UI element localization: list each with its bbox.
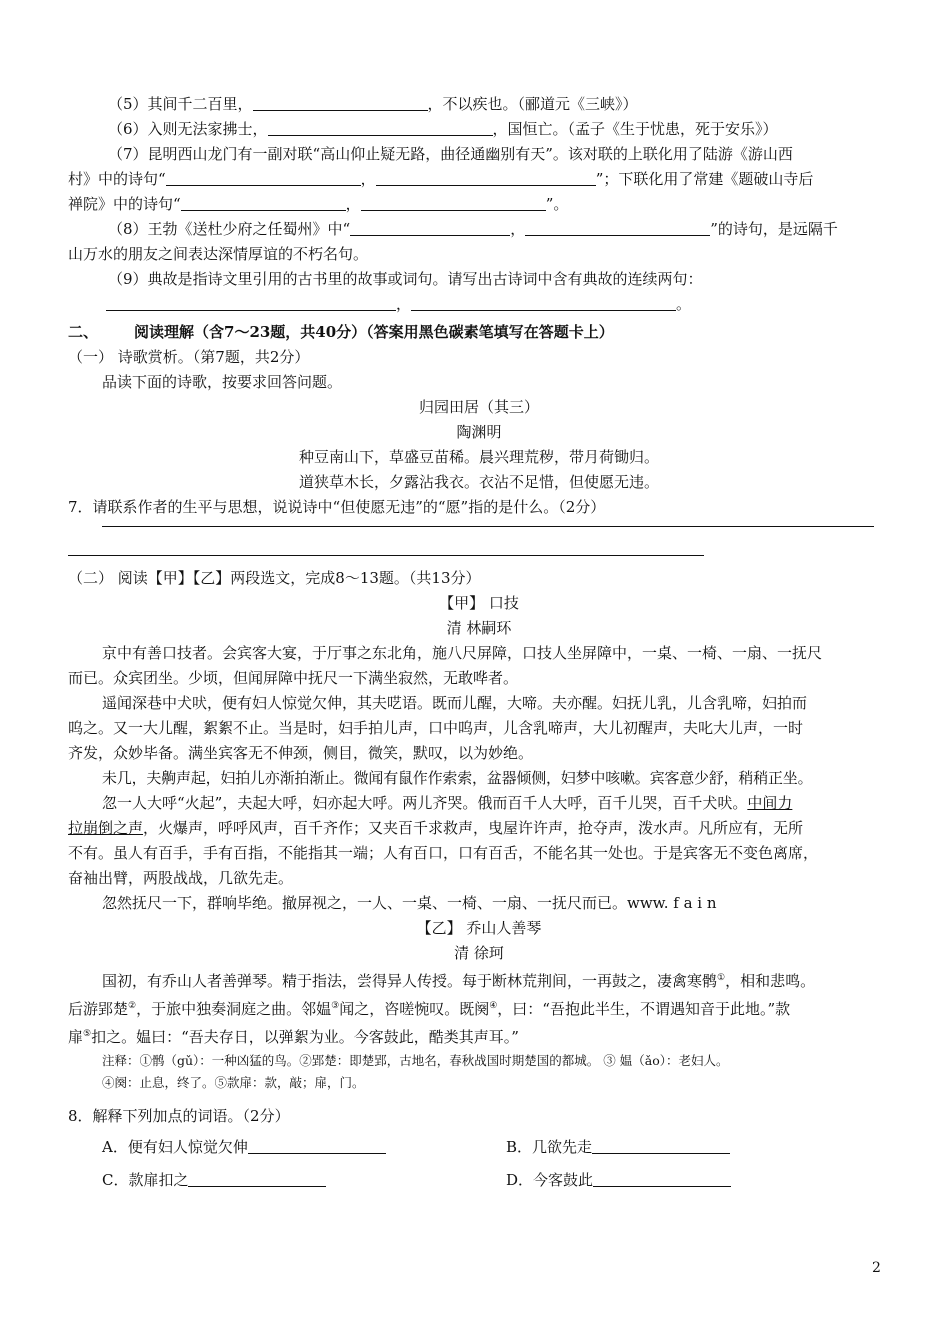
jia-paragraph-line: 未几，夫齁声起，妇拍儿亦渐拍渐止。微闻有鼠作作索索，盆器倾侧，妇梦中咳嗽。宾客意少舒，稍稍正坐。 — [102, 769, 813, 787]
footnote-marker: ③ — [331, 1001, 340, 1011]
yi-title: 【乙】 乔山人善琴 — [416, 919, 542, 937]
option-b: B．几欲先走 — [472, 1135, 876, 1160]
question-8-row — [68, 1135, 890, 1160]
answer-blank[interactable] — [411, 295, 676, 311]
question-6: （6）入则无法家拂士， ，国恒亡。（孟子《生于忧患，死于安乐》） — [108, 120, 778, 138]
poem-line: 种豆南山下，草盛豆苗稀。晨兴理荒秽，带月荷锄归。 — [298, 448, 659, 466]
question-7-line3: 禅院》中的诗句“ ， ”。 — [68, 195, 569, 213]
answer-line[interactable] — [68, 555, 704, 556]
footnote-marker: ⑤ — [83, 1029, 92, 1039]
question-7-line1: （7）昆明西山龙门有一副对联“高山仰止疑无路，曲径通幽别有天”。该对联的上联化用了陆游《游山西 — [108, 145, 793, 163]
question-8-title: 8．解释下列加点的词语。（2分） — [68, 1107, 290, 1125]
answer-blank[interactable] — [592, 1138, 730, 1154]
question-9-line2: ， 。 — [68, 292, 890, 317]
question-7-poem: 7．请联系作者的生平与思想，说说诗中“但使愿无违”的“愿”指的是什么。（2分） — [68, 498, 606, 516]
poem-author: 陶渊明 — [456, 423, 502, 441]
footnotes-line: ④阕：止息，终了。⑤款扉：款，敲；扉，门。 — [102, 1075, 365, 1090]
jia-author: 清 林嗣环 — [446, 619, 512, 637]
jia-paragraph-line: 拉崩倒之声，火爆声，呼呼风声，百千齐作；又夹百千求救声，曳屋许许声，抢夺声，泼水声。凡所应有，无所 — [68, 819, 804, 837]
yi-paragraph-line: 扉⑤扣之。媪曰：“吾夫存日，以弹絮为业。今客鼓此，酷类其声耳。” — [68, 1028, 519, 1046]
part-2-title: （二） 阅读【甲】【乙】两段选文，完成8～13题。（共13分） — [68, 569, 481, 587]
answer-blank[interactable] — [593, 1171, 731, 1187]
answer-line[interactable] — [102, 526, 874, 527]
answer-blank[interactable] — [166, 170, 361, 186]
footnote-marker: ① — [717, 973, 726, 983]
answer-blank[interactable] — [253, 95, 428, 111]
jia-paragraph-line: 奋袖出臂，两股战战，几欲先走。 — [68, 869, 294, 887]
answer-blank[interactable] — [525, 220, 710, 236]
question-8-line1: （8）王勃《送杜少府之任蜀州》中“ ， ”的诗句，是远隔千 — [108, 220, 838, 238]
poem-title: 归园田居（其三） — [418, 398, 539, 416]
jia-paragraph-line: 呜之。又一大儿醒，絮絮不止。当是时，妇手拍儿声，口中呜声，儿含乳啼声，大儿初醒声，夫叱大儿声，一时 — [68, 719, 804, 737]
yi-paragraph-line: 国初，有乔山人者善弹琴。精于指法，尝得异人传授。每于断林荒荆间，一再鼓之，凄禽寒鹘①，相和悲鸣。 — [102, 972, 816, 990]
jia-paragraph-line: 不有。虽人有百手，手有百指，不能指其一端；人有百口，口有百舌，不能名其一处也。于是宾客无不变色离席， — [68, 844, 819, 862]
jia-paragraph-line: 遥闻深巷中犬吠，便有妇人惊觉欠伸，其夫呓语。既而儿醒，大啼。夫亦醒。妇抚儿乳，儿含乳啼，妇拍而 — [102, 694, 808, 712]
question-7-line2: 村》中的诗句“ ， ”；下联化用了常建《题破山寺后 — [68, 170, 814, 188]
jia-paragraph-line: 忽一人大呼“火起”，夫起大呼，妇亦起大呼。两儿齐哭。俄而百千人大呼，百千儿哭，百千犬吠。中间力 — [102, 794, 793, 812]
jia-paragraph-line: 而已。众宾团坐。少顷，但闻屏障中抚尺一下满坐寂然，无敢哗者。 — [68, 669, 519, 687]
part-1-title: （一） 诗歌赏析。（第7题，共2分） — [68, 348, 310, 366]
underlined-phrase: 中间力 — [747, 794, 793, 812]
section-2-heading: 二、 阅读理解（含7～23题，共40分）（答案用黑色碳素笔填写在答题卡上） — [68, 323, 614, 341]
answer-blank[interactable] — [181, 195, 346, 211]
question-8-row — [68, 1168, 890, 1193]
answer-blank[interactable] — [248, 1138, 386, 1154]
answer-blank[interactable] — [268, 120, 493, 136]
footnote-marker: ④ — [489, 1001, 498, 1011]
jia-paragraph-line: 京中有善口技者。会宾客大宴，于厅事之东北角，施八尺屏障，口技人坐屏障中，一桌、一椅、一扇、一抚尺 — [102, 644, 823, 662]
question-5: （5）其间千二百里， ，不以疾也。（郦道元《三峡》） — [108, 95, 638, 113]
poem-line: 道狭草木长，夕露沾我衣。衣沾不足惜，但使愿无违。 — [298, 473, 659, 491]
exam-page — [68, 92, 890, 1193]
page-number: 2 — [872, 1260, 881, 1276]
jia-paragraph-line: 齐发，众妙毕备。满坐宾客无不伸颈，侧目，微笑，默叹，以为妙绝。 — [68, 744, 534, 762]
option-c: C．款扉扣之 — [68, 1168, 472, 1193]
jia-paragraph-line: 忽然抚尺一下，群响毕绝。撤屏视之，一人、一桌、一椅、一扇、一抚尺而已。www. f a i n — [102, 894, 717, 912]
option-a: A．便有妇人惊觉欠伸 — [68, 1135, 472, 1160]
underlined-phrase: 拉崩倒之声 — [68, 819, 144, 837]
question-8-line2: 山万水的朋友之间表达深情厚谊的不朽名句。 — [68, 245, 369, 263]
answer-blank[interactable] — [350, 220, 510, 236]
answer-blank[interactable] — [376, 170, 596, 186]
question-9-line1: （9）典故是指诗文里引用的古书里的故事或词句。请写出古诗词中含有典故的连续两句： — [108, 270, 703, 288]
part-1-intro: 品读下面的诗歌，按要求回答问题。 — [102, 373, 343, 391]
yi-paragraph-line: 后游郢楚②，于旅中独奏洞庭之曲。邻媪③闻之，咨嗟惋叹。既阕④，曰：“吾抱此半生，不谓遇知音于此地。”款 — [68, 1000, 791, 1018]
jia-title: 【甲】 口技 — [439, 594, 519, 612]
footnote-marker: ② — [128, 1001, 137, 1011]
footnotes-line: 注释：①鹘（gǔ）：一种凶猛的鸟。②郢楚：即楚郢，古地名，春秋战国时期楚国的都城。 ③ 媪（ǎo）：老妇人。 — [102, 1053, 729, 1068]
answer-blank[interactable] — [106, 295, 396, 311]
answer-blank[interactable] — [188, 1171, 326, 1187]
yi-author: 清 徐珂 — [454, 944, 504, 962]
option-d: D．今客鼓此 — [472, 1168, 876, 1193]
answer-blank[interactable] — [361, 195, 546, 211]
